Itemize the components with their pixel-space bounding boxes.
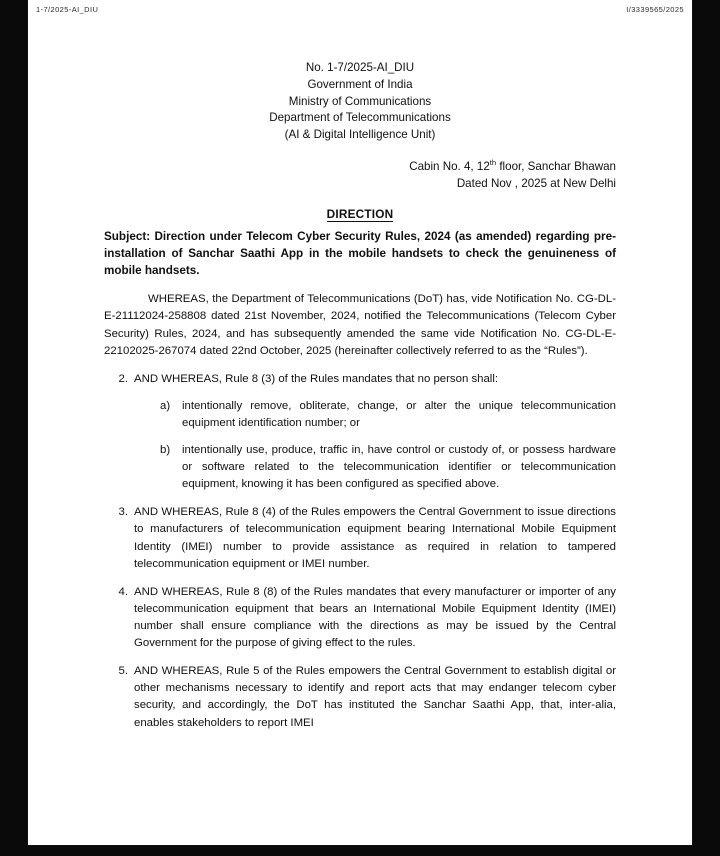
paragraph-4-number: 4. xyxy=(118,585,128,598)
address-line-1-post: floor, Sanchar Bhawan xyxy=(496,159,616,173)
address-line-1-pre: Cabin No. 4, 12 xyxy=(409,159,490,173)
letterhead-line-3: Ministry of Communications xyxy=(288,94,432,108)
page-header xyxy=(28,2,692,18)
letterhead-line-1: No. 1-7/2025-AI_DIU xyxy=(305,61,415,74)
paragraph-3 xyxy=(104,504,616,572)
address-line-2: Dated Nov , 2025 at New Delhi xyxy=(456,177,616,191)
subject-line: Subject: Direction under Telecom Cyber Security Rules, 2024 (as amended) regarding pre-installation of Sanchar Saathi App in the mobile handsets to check the genuineness of mobile handsets. xyxy=(104,230,616,278)
paragraph-2-number: 2. xyxy=(118,372,128,385)
page-bottom-margin xyxy=(28,773,692,845)
paragraph-3-text: AND WHEREAS, Rule 8 (4) of the Rules empowers the Central Government to issue directions to manufacturers of telecommunication equipment bearing International Mobile Equipment Identity (IMEI) number to provide assistance as required in relation to tampered telecommunication equipment or IMEI number. xyxy=(134,506,616,570)
letterhead-line-2: Government of India xyxy=(307,77,413,91)
sub-item-b-text: intentionally use, produce, traffic in, have control or custody of, or possess hardware or software related to the telecommunication identifier or telecommunication equipment, knowing it has been configured as specified above. xyxy=(182,444,616,491)
header-diary-number: I/3339565/2025 xyxy=(626,5,684,14)
address-line-1 xyxy=(104,157,616,175)
paragraph-5-text: AND WHEREAS, Rule 5 of the Rules empowers the Central Government to establish digital or other mechanisms necessary to identify and report acts that may endanger telecom cyber security, and accordingly, the DoT has instituted the Sanchar Saathi App, that, inter-alia, enables stakeholders to report IMEI xyxy=(134,665,616,729)
document-title-text: DIRECTION xyxy=(326,206,394,221)
paragraph-1: WHEREAS, the Department of Telecommunications (DoT) has, vide Notification No. CG-DL-E-21112024-258808 dated 21st November, 2024, notified the Telecommunications (Telecom Cyber Security) Rules, 2024, and has subsequently amended the same vide Notification No. CG-DL-E-22102025-267074 dated 22nd October, 2025 (hereinafter collectively referred to as the “Rules”). xyxy=(104,293,616,357)
paragraph-2-text: AND WHEREAS, Rule 8 (3) of the Rules mandates that no person shall: xyxy=(134,372,499,385)
sub-item-a xyxy=(160,398,616,432)
header-file-number: 1-7/2025-AI_DIU xyxy=(36,5,99,14)
paragraph-5-number: 5. xyxy=(118,665,128,678)
sub-item-a-text: intentionally remove, obliterate, change, or alter the unique telecommunication equipment identification number; or xyxy=(182,399,616,429)
paragraph-4 xyxy=(104,584,616,652)
sub-item-a-letter: a) xyxy=(160,399,171,412)
document-title xyxy=(104,206,616,223)
letterhead-line-5: (AI & Digital Intelligence Unit) xyxy=(284,128,436,142)
paragraph-5 xyxy=(104,663,616,731)
document-body xyxy=(104,60,616,732)
letterhead xyxy=(104,60,616,144)
paragraph-2 xyxy=(104,371,616,388)
letterhead-line-4: Department of Telecommunications xyxy=(269,111,451,125)
paragraph-4-text: AND WHEREAS, Rule 8 (8) of the Rules mandates that every manufacturer or importer of any telecommunication equipment that bears an International Mobile Equipment Identity (IMEI) number shall ensure compliance with the directions as may be issued by the Central Government for the purpose of giving effect to the rules. xyxy=(134,585,616,650)
address-block xyxy=(104,157,616,193)
address-ordinal-suffix: th xyxy=(489,157,497,167)
sub-item-b-letter: b) xyxy=(160,444,171,457)
sub-item-b xyxy=(160,442,616,493)
document-page xyxy=(28,0,692,845)
paragraph-3-number: 3. xyxy=(118,506,128,519)
